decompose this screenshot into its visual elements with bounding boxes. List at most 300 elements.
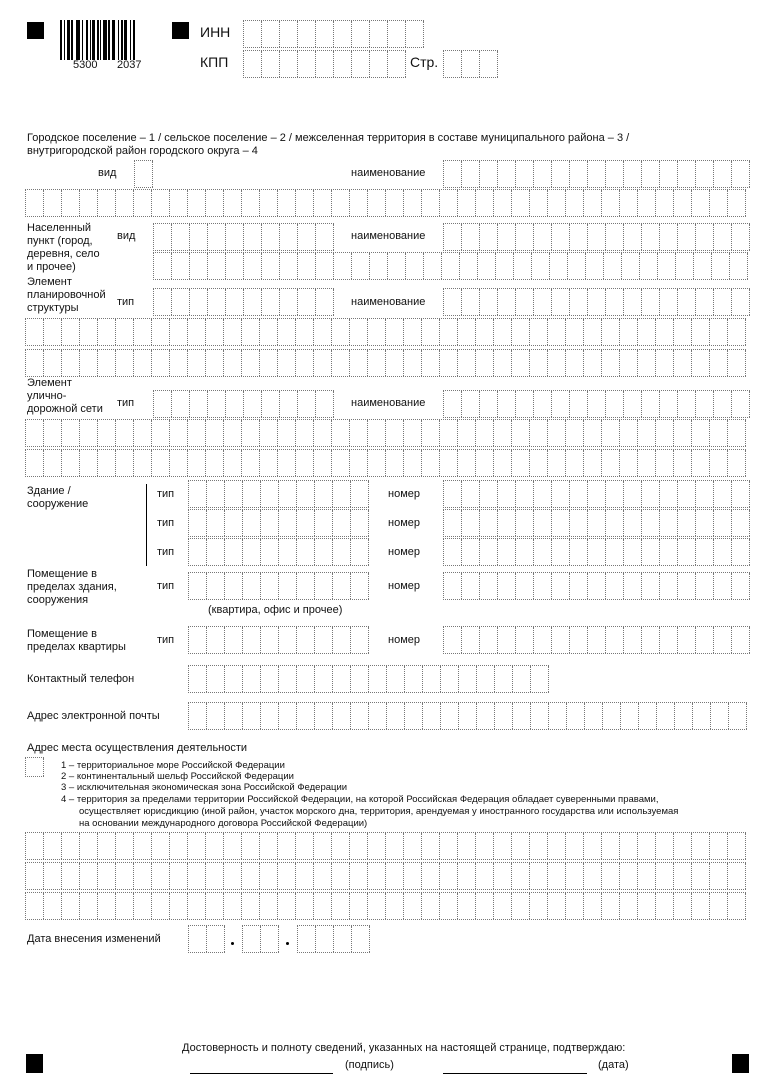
char-cell[interactable]	[692, 833, 710, 859]
char-cell[interactable]	[262, 289, 280, 315]
char-cell[interactable]	[678, 391, 696, 417]
char-cell[interactable]	[606, 573, 624, 599]
char-cell[interactable]	[351, 510, 369, 536]
char-cell[interactable]	[242, 350, 260, 376]
char-cell[interactable]	[207, 926, 225, 952]
char-cell[interactable]	[442, 253, 460, 279]
char-cell[interactable]	[206, 833, 224, 859]
char-cell[interactable]	[62, 190, 80, 216]
char-cell[interactable]	[370, 21, 388, 47]
building-type-field-1[interactable]	[188, 480, 369, 508]
char-cell[interactable]	[692, 863, 710, 889]
char-cell[interactable]	[462, 391, 480, 417]
char-cell[interactable]	[552, 391, 570, 417]
char-cell[interactable]	[116, 319, 134, 345]
char-cell[interactable]	[531, 703, 549, 729]
char-cell[interactable]	[638, 350, 656, 376]
char-cell[interactable]	[512, 450, 530, 476]
char-cell[interactable]	[692, 420, 710, 446]
char-cell[interactable]	[441, 703, 459, 729]
char-cell[interactable]	[26, 420, 44, 446]
char-cell[interactable]	[369, 703, 387, 729]
char-cell[interactable]	[243, 627, 261, 653]
char-cell[interactable]	[224, 350, 242, 376]
char-cell[interactable]	[584, 319, 602, 345]
char-cell[interactable]	[477, 703, 495, 729]
char-cell[interactable]	[552, 161, 570, 187]
char-cell[interactable]	[298, 253, 316, 279]
char-cell[interactable]	[552, 481, 570, 507]
char-cell[interactable]	[404, 420, 422, 446]
char-cell[interactable]	[244, 51, 262, 77]
char-cell[interactable]	[333, 539, 351, 565]
char-cell[interactable]	[570, 573, 588, 599]
char-cell[interactable]	[26, 450, 44, 476]
char-cell[interactable]	[352, 253, 370, 279]
char-cell[interactable]	[334, 21, 352, 47]
char-cell[interactable]	[332, 893, 350, 919]
char-cell[interactable]	[710, 833, 728, 859]
char-cell[interactable]	[566, 863, 584, 889]
planning-name-field-row2[interactable]	[25, 318, 746, 346]
char-cell[interactable]	[296, 863, 314, 889]
char-cell[interactable]	[44, 863, 62, 889]
char-cell[interactable]	[656, 863, 674, 889]
char-cell[interactable]	[225, 481, 243, 507]
char-cell[interactable]	[674, 863, 692, 889]
char-cell[interactable]	[516, 573, 534, 599]
char-cell[interactable]	[207, 481, 225, 507]
char-cell[interactable]	[696, 573, 714, 599]
char-cell[interactable]	[714, 161, 732, 187]
char-cell[interactable]	[638, 893, 656, 919]
char-cell[interactable]	[404, 893, 422, 919]
char-cell[interactable]	[570, 161, 588, 187]
char-cell[interactable]	[62, 863, 80, 889]
char-cell[interactable]	[462, 539, 480, 565]
char-cell[interactable]	[462, 161, 480, 187]
char-cell[interactable]	[530, 350, 548, 376]
char-cell[interactable]	[280, 21, 298, 47]
char-cell[interactable]	[586, 253, 604, 279]
char-cell[interactable]	[566, 190, 584, 216]
char-cell[interactable]	[440, 350, 458, 376]
char-cell[interactable]	[208, 289, 226, 315]
char-cell[interactable]	[278, 450, 296, 476]
char-cell[interactable]	[534, 539, 552, 565]
char-cell[interactable]	[642, 573, 660, 599]
char-cell[interactable]	[494, 893, 512, 919]
char-cell[interactable]	[350, 863, 368, 889]
char-cell[interactable]	[516, 224, 534, 250]
char-cell[interactable]	[444, 510, 462, 536]
char-cell[interactable]	[711, 703, 729, 729]
char-cell[interactable]	[548, 833, 566, 859]
char-cell[interactable]	[279, 510, 297, 536]
char-cell[interactable]	[476, 420, 494, 446]
email-field[interactable]	[188, 702, 747, 730]
char-cell[interactable]	[44, 893, 62, 919]
char-cell[interactable]	[624, 539, 642, 565]
char-cell[interactable]	[530, 420, 548, 446]
char-cell[interactable]	[588, 224, 606, 250]
char-cell[interactable]	[730, 253, 748, 279]
char-cell[interactable]	[26, 893, 44, 919]
char-cell[interactable]	[548, 350, 566, 376]
activity-address-field-row3[interactable]	[25, 892, 746, 920]
char-cell[interactable]	[80, 450, 98, 476]
char-cell[interactable]	[134, 893, 152, 919]
char-cell[interactable]	[624, 391, 642, 417]
char-cell[interactable]	[98, 893, 116, 919]
building-number-field-2[interactable]	[443, 509, 750, 537]
char-cell[interactable]	[566, 319, 584, 345]
char-cell[interactable]	[352, 926, 370, 952]
char-cell[interactable]	[26, 758, 44, 776]
char-cell[interactable]	[314, 450, 332, 476]
char-cell[interactable]	[190, 224, 208, 250]
char-cell[interactable]	[189, 627, 207, 653]
char-cell[interactable]	[387, 703, 405, 729]
char-cell[interactable]	[584, 450, 602, 476]
char-cell[interactable]	[678, 161, 696, 187]
char-cell[interactable]	[404, 190, 422, 216]
char-cell[interactable]	[570, 481, 588, 507]
char-cell[interactable]	[462, 51, 480, 77]
char-cell[interactable]	[260, 350, 278, 376]
char-cell[interactable]	[297, 510, 315, 536]
char-cell[interactable]	[225, 510, 243, 536]
char-cell[interactable]	[279, 481, 297, 507]
char-cell[interactable]	[260, 450, 278, 476]
char-cell[interactable]	[189, 539, 207, 565]
char-cell[interactable]	[584, 893, 602, 919]
char-cell[interactable]	[440, 863, 458, 889]
char-cell[interactable]	[602, 319, 620, 345]
char-cell[interactable]	[568, 253, 586, 279]
char-cell[interactable]	[712, 253, 730, 279]
char-cell[interactable]	[498, 573, 516, 599]
char-cell[interactable]	[350, 350, 368, 376]
char-cell[interactable]	[530, 893, 548, 919]
char-cell[interactable]	[261, 926, 279, 952]
char-cell[interactable]	[588, 627, 606, 653]
char-cell[interactable]	[496, 253, 514, 279]
char-cell[interactable]	[405, 703, 423, 729]
char-cell[interactable]	[714, 481, 732, 507]
char-cell[interactable]	[368, 833, 386, 859]
char-cell[interactable]	[728, 420, 746, 446]
char-cell[interactable]	[261, 703, 279, 729]
char-cell[interactable]	[207, 573, 225, 599]
char-cell[interactable]	[368, 893, 386, 919]
char-cell[interactable]	[386, 833, 404, 859]
char-cell[interactable]	[480, 627, 498, 653]
char-cell[interactable]	[62, 450, 80, 476]
char-cell[interactable]	[440, 893, 458, 919]
char-cell[interactable]	[351, 666, 369, 692]
char-cell[interactable]	[606, 289, 624, 315]
char-cell[interactable]	[476, 350, 494, 376]
char-cell[interactable]	[440, 833, 458, 859]
char-cell[interactable]	[714, 627, 732, 653]
char-cell[interactable]	[732, 224, 750, 250]
date-line[interactable]	[443, 1073, 587, 1074]
char-cell[interactable]	[620, 420, 638, 446]
char-cell[interactable]	[226, 289, 244, 315]
char-cell[interactable]	[660, 573, 678, 599]
char-cell[interactable]	[134, 863, 152, 889]
char-cell[interactable]	[26, 190, 44, 216]
char-cell[interactable]	[570, 627, 588, 653]
char-cell[interactable]	[552, 224, 570, 250]
char-cell[interactable]	[26, 863, 44, 889]
phone-field[interactable]	[188, 665, 549, 693]
char-cell[interactable]	[261, 539, 279, 565]
char-cell[interactable]	[116, 190, 134, 216]
char-cell[interactable]	[620, 319, 638, 345]
char-cell[interactable]	[152, 863, 170, 889]
char-cell[interactable]	[480, 510, 498, 536]
char-cell[interactable]	[678, 289, 696, 315]
char-cell[interactable]	[460, 253, 478, 279]
char-cell[interactable]	[422, 190, 440, 216]
char-cell[interactable]	[548, 863, 566, 889]
char-cell[interactable]	[552, 627, 570, 653]
char-cell[interactable]	[660, 391, 678, 417]
char-cell[interactable]	[714, 510, 732, 536]
char-cell[interactable]	[332, 420, 350, 446]
char-cell[interactable]	[678, 539, 696, 565]
char-cell[interactable]	[620, 350, 638, 376]
char-cell[interactable]	[296, 833, 314, 859]
char-cell[interactable]	[444, 161, 462, 187]
char-cell[interactable]	[226, 391, 244, 417]
char-cell[interactable]	[352, 51, 370, 77]
char-cell[interactable]	[696, 289, 714, 315]
char-cell[interactable]	[207, 627, 225, 653]
char-cell[interactable]	[440, 319, 458, 345]
char-cell[interactable]	[116, 833, 134, 859]
char-cell[interactable]	[262, 21, 280, 47]
char-cell[interactable]	[172, 224, 190, 250]
char-cell[interactable]	[224, 863, 242, 889]
char-cell[interactable]	[444, 51, 462, 77]
municipality-name-field-row2[interactable]	[25, 189, 746, 217]
char-cell[interactable]	[207, 703, 225, 729]
char-cell[interactable]	[728, 833, 746, 859]
char-cell[interactable]	[243, 481, 261, 507]
char-cell[interactable]	[225, 666, 243, 692]
char-cell[interactable]	[516, 510, 534, 536]
change-date-month-field[interactable]	[242, 925, 279, 953]
char-cell[interactable]	[332, 863, 350, 889]
char-cell[interactable]	[624, 161, 642, 187]
char-cell[interactable]	[570, 289, 588, 315]
char-cell[interactable]	[206, 319, 224, 345]
building-type-field-3[interactable]	[188, 538, 369, 566]
char-cell[interactable]	[548, 893, 566, 919]
char-cell[interactable]	[513, 666, 531, 692]
char-cell[interactable]	[588, 289, 606, 315]
char-cell[interactable]	[333, 573, 351, 599]
char-cell[interactable]	[531, 666, 549, 692]
char-cell[interactable]	[480, 224, 498, 250]
settlement-name-field[interactable]	[443, 223, 750, 251]
char-cell[interactable]	[606, 161, 624, 187]
char-cell[interactable]	[512, 893, 530, 919]
char-cell[interactable]	[678, 627, 696, 653]
char-cell[interactable]	[512, 833, 530, 859]
char-cell[interactable]	[244, 224, 262, 250]
char-cell[interactable]	[332, 450, 350, 476]
char-cell[interactable]	[588, 481, 606, 507]
char-cell[interactable]	[370, 51, 388, 77]
char-cell[interactable]	[603, 703, 621, 729]
char-cell[interactable]	[350, 893, 368, 919]
char-cell[interactable]	[369, 666, 387, 692]
char-cell[interactable]	[478, 253, 496, 279]
char-cell[interactable]	[516, 391, 534, 417]
char-cell[interactable]	[678, 510, 696, 536]
char-cell[interactable]	[656, 350, 674, 376]
char-cell[interactable]	[602, 863, 620, 889]
char-cell[interactable]	[315, 703, 333, 729]
char-cell[interactable]	[495, 703, 513, 729]
char-cell[interactable]	[462, 481, 480, 507]
char-cell[interactable]	[226, 224, 244, 250]
char-cell[interactable]	[423, 666, 441, 692]
char-cell[interactable]	[172, 391, 190, 417]
char-cell[interactable]	[728, 190, 746, 216]
char-cell[interactable]	[334, 51, 352, 77]
char-cell[interactable]	[260, 833, 278, 859]
char-cell[interactable]	[606, 391, 624, 417]
char-cell[interactable]	[638, 863, 656, 889]
char-cell[interactable]	[494, 190, 512, 216]
char-cell[interactable]	[298, 21, 316, 47]
char-cell[interactable]	[606, 224, 624, 250]
char-cell[interactable]	[98, 863, 116, 889]
char-cell[interactable]	[315, 666, 333, 692]
char-cell[interactable]	[710, 190, 728, 216]
char-cell[interactable]	[208, 253, 226, 279]
char-cell[interactable]	[135, 161, 153, 187]
char-cell[interactable]	[280, 391, 298, 417]
char-cell[interactable]	[512, 420, 530, 446]
char-cell[interactable]	[62, 350, 80, 376]
char-cell[interactable]	[242, 893, 260, 919]
char-cell[interactable]	[242, 450, 260, 476]
activity-address-field-row2[interactable]	[25, 862, 746, 890]
char-cell[interactable]	[444, 289, 462, 315]
char-cell[interactable]	[333, 481, 351, 507]
char-cell[interactable]	[696, 161, 714, 187]
street-name-field-row2[interactable]	[25, 419, 746, 447]
char-cell[interactable]	[351, 481, 369, 507]
char-cell[interactable]	[152, 833, 170, 859]
char-cell[interactable]	[440, 190, 458, 216]
char-cell[interactable]	[458, 450, 476, 476]
char-cell[interactable]	[530, 450, 548, 476]
char-cell[interactable]	[225, 539, 243, 565]
char-cell[interactable]	[495, 666, 513, 692]
char-cell[interactable]	[588, 510, 606, 536]
char-cell[interactable]	[152, 350, 170, 376]
char-cell[interactable]	[80, 833, 98, 859]
char-cell[interactable]	[224, 319, 242, 345]
char-cell[interactable]	[98, 190, 116, 216]
char-cell[interactable]	[732, 627, 750, 653]
char-cell[interactable]	[260, 319, 278, 345]
kpp-field[interactable]	[243, 50, 406, 78]
char-cell[interactable]	[458, 190, 476, 216]
char-cell[interactable]	[513, 703, 531, 729]
char-cell[interactable]	[424, 253, 442, 279]
char-cell[interactable]	[732, 161, 750, 187]
char-cell[interactable]	[480, 481, 498, 507]
char-cell[interactable]	[458, 319, 476, 345]
char-cell[interactable]	[714, 391, 732, 417]
char-cell[interactable]	[297, 627, 315, 653]
char-cell[interactable]	[298, 224, 316, 250]
char-cell[interactable]	[243, 510, 261, 536]
char-cell[interactable]	[116, 420, 134, 446]
char-cell[interactable]	[170, 450, 188, 476]
char-cell[interactable]	[226, 253, 244, 279]
char-cell[interactable]	[422, 420, 440, 446]
char-cell[interactable]	[621, 703, 639, 729]
char-cell[interactable]	[206, 420, 224, 446]
char-cell[interactable]	[298, 926, 316, 952]
char-cell[interactable]	[656, 893, 674, 919]
char-cell[interactable]	[494, 863, 512, 889]
char-cell[interactable]	[316, 253, 334, 279]
char-cell[interactable]	[570, 224, 588, 250]
char-cell[interactable]	[567, 703, 585, 729]
char-cell[interactable]	[44, 350, 62, 376]
char-cell[interactable]	[692, 350, 710, 376]
char-cell[interactable]	[386, 319, 404, 345]
char-cell[interactable]	[404, 350, 422, 376]
char-cell[interactable]	[476, 319, 494, 345]
char-cell[interactable]	[552, 539, 570, 565]
char-cell[interactable]	[224, 190, 242, 216]
char-cell[interactable]	[116, 863, 134, 889]
char-cell[interactable]	[386, 893, 404, 919]
char-cell[interactable]	[314, 833, 332, 859]
char-cell[interactable]	[279, 666, 297, 692]
char-cell[interactable]	[298, 391, 316, 417]
char-cell[interactable]	[476, 190, 494, 216]
char-cell[interactable]	[494, 350, 512, 376]
char-cell[interactable]	[692, 190, 710, 216]
char-cell[interactable]	[512, 350, 530, 376]
char-cell[interactable]	[314, 863, 332, 889]
char-cell[interactable]	[298, 51, 316, 77]
char-cell[interactable]	[296, 450, 314, 476]
char-cell[interactable]	[624, 289, 642, 315]
char-cell[interactable]	[206, 893, 224, 919]
char-cell[interactable]	[261, 666, 279, 692]
char-cell[interactable]	[604, 253, 622, 279]
char-cell[interactable]	[675, 703, 693, 729]
char-cell[interactable]	[332, 190, 350, 216]
premises-building-number-field[interactable]	[443, 572, 750, 600]
char-cell[interactable]	[498, 289, 516, 315]
char-cell[interactable]	[334, 926, 352, 952]
char-cell[interactable]	[405, 666, 423, 692]
